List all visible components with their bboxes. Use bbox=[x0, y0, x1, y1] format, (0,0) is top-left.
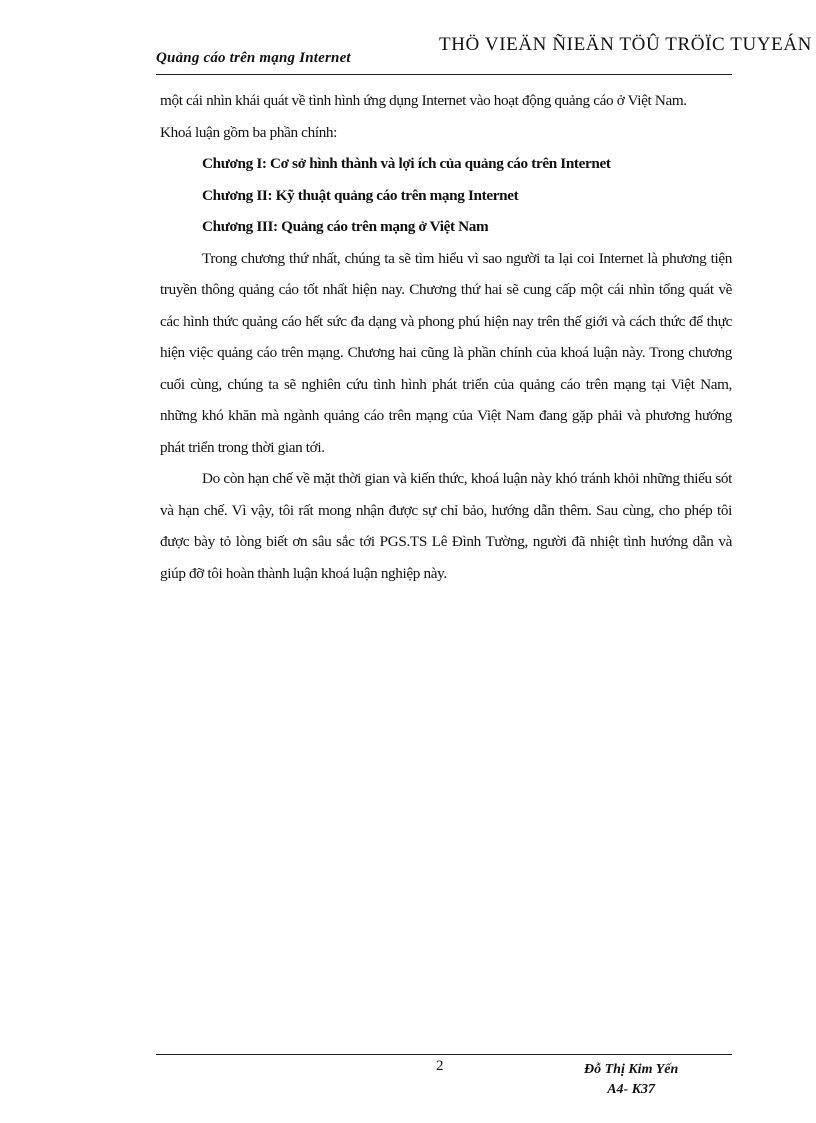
body-paragraph-1: Trong chương thứ nhất, chúng ta sẽ tìm hiểu vì sao người ta lại coi Internet là phương tiện truyền thông quảng cáo tốt nhất hiện nay. Chương thứ hai sẽ cung cấp một cái nhìn tổng quát về các hình thức quảng cáo hết sức đa dạng và phong phú hiện nay trên thế giới và cách thức để thực hiện việc quảng cáo trên mạng. Chương hai cũng là phần chính của khoá luận này. Trong chương cuối cùng, chúng ta sẽ nghiên cứu tình hình phát triển của quảng cáo trên mạng tại Việt Nam, những khó khăn mà ngành quảng cáo trên mạng của Việt Nam đang gặp phải và phương hướng phát triển trong thời gian tới. bbox=[160, 249, 732, 456]
chapter-item-3: Chương III: Quảng cáo trên mạng ở Việt Nam bbox=[202, 218, 489, 235]
chapter-item-1: Chương I: Cơ sở hình thành và lợi ích của quảng cáo trên Internet bbox=[202, 155, 611, 172]
body-paragraph-2: Do còn hạn chế về mặt thời gian và kiến thức, khoá luận này khó tránh khỏi những thiếu sót và hạn chế. Vì vậy, tôi rất mong nhận được sự chỉ bảo, hướng dẫn thêm. Sau cùng, cho phép tôi được bày tỏ lòng biết ơn sâu sắc tới PGS.TS Lê Đình Tường, người đã nhiệt tình hướng dẫn và giúp đỡ tôi hoàn thành luận khoá luận nghiệp này. bbox=[160, 470, 732, 582]
intro-line: Khoá luận gồm ba phần chính: bbox=[160, 123, 338, 141]
chapter-item-2: Chương II: Kỹ thuật quảng cáo trên mạng Internet bbox=[202, 186, 519, 204]
page-number: 2 bbox=[436, 1058, 444, 1074]
header-rule bbox=[156, 74, 732, 75]
running-header-title: Quảng cáo trên mạng Internet bbox=[156, 50, 351, 66]
document-body bbox=[160, 85, 732, 589]
author-class: A4- K37 bbox=[607, 1082, 656, 1097]
intro-line: một cái nhìn khái quát về tình hình ứng dụng Internet vào hoạt động quảng cáo ở Việt Nam. bbox=[160, 92, 687, 109]
author-name: Đỗ Thị Kim Yến bbox=[584, 1062, 679, 1077]
footer-rule bbox=[156, 1054, 732, 1055]
author-signature bbox=[584, 1060, 678, 1100]
header-watermark-text: THÖ VIEÄN ÑIEÄN TÖÛ TRÖÏC TUYEÁN bbox=[439, 34, 812, 55]
